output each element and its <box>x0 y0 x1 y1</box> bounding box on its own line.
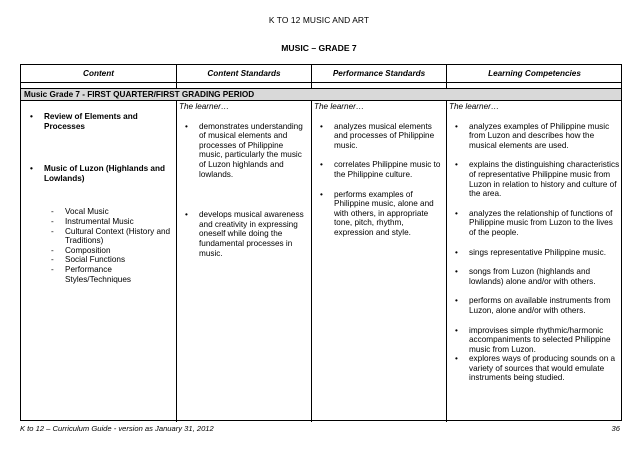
learning-competency-item: • analyzes examples of Philippine music from Luzon and describes how the musical elements are used. <box>448 122 620 151</box>
header-rule <box>21 82 621 83</box>
document-header: K TO 12 MUSIC AND ART <box>268 15 370 25</box>
learning-competency-item: • improvises simple rhythmic/harmonic accompaniments to selected Philippine music from Luzon. <box>448 326 620 355</box>
content-topic: • Music of Luzon (Highlands and Lowlands) <box>23 164 173 183</box>
column-header-content-standards: Content Standards <box>207 69 281 78</box>
content-subtopic: - Cultural Context (History and Traditions) <box>51 227 173 246</box>
col-divider-2 <box>311 100 312 422</box>
column-header-performance-standards: Performance Standards <box>332 69 426 78</box>
learning-competency-item: • sings representative Philippine music. <box>448 248 620 258</box>
content-subtopic: - Instrumental Music <box>51 217 173 227</box>
content-topic: • Review of Elements and Processes <box>23 112 173 131</box>
page-number: 36 <box>611 424 620 433</box>
learning-competency-item: • explains the distinguishing characteristics of representative Philippine music from Luzon in relation to history and culture of the area. <box>448 160 620 198</box>
content-subtopic: - Social Functions <box>51 255 173 265</box>
learning-competency-item: • songs from Luzon (highlands and lowlands) alone and/or with others. <box>448 267 620 286</box>
content-cell <box>23 112 173 284</box>
learning-competencies-lead: The learner… <box>449 102 500 111</box>
col-divider-1 <box>176 100 177 422</box>
content-standard-item: • develops musical awareness and creativity in expressing oneself while doing the fundamental processes in music. <box>178 210 309 258</box>
performance-standards-cell <box>313 102 444 238</box>
column-header-learning-competencies: Learning Competencies <box>488 69 581 78</box>
content-subtopic: - Vocal Music <box>51 207 173 217</box>
learning-competency-item: • explores ways of producing sounds on a variety of sources that would emulate instruments being studied. <box>448 354 620 383</box>
footer-version: K to 12 – Curriculum Guide - version as January 31, 2012 <box>20 424 214 433</box>
curriculum-table <box>20 64 622 421</box>
document-title: MUSIC – GRADE 7 <box>281 43 357 53</box>
content-standard-item: • demonstrates understanding of musical elements and processes of Philippine music, particularly the music of Luzon highlands and lowlands. <box>178 122 309 180</box>
performance-standard-item: • correlates Philippine music to the Philippine culture. <box>313 160 444 179</box>
performance-standard-item: • analyzes musical elements and processes of Philippine music. <box>313 122 444 151</box>
content-standards-cell <box>178 102 309 258</box>
learning-competencies-cell <box>448 102 620 383</box>
section-label: Music Grade 7 - FIRST QUARTER/FIRST GRADING PERIOD <box>24 90 255 99</box>
learning-competency-item: • analyzes the relationship of functions of Philippine music from Luzon to the lives of the people. <box>448 209 620 238</box>
performance-standard-item: • performs examples of Philippine music, alone and with others, in appropriate tone, pitch, rhythm, expression and style. <box>313 190 444 238</box>
column-header-content: Content <box>83 69 114 78</box>
content-standards-lead: The learner… <box>179 102 230 111</box>
performance-standards-lead: The learner… <box>314 102 365 111</box>
content-subtopic: - Performance Styles/Techniques <box>51 265 173 284</box>
col-divider-3 <box>446 100 447 422</box>
section-rule <box>21 100 621 101</box>
content-subtopic: - Composition <box>51 246 173 256</box>
learning-competency-item: • performs on available instruments from Luzon, alone and/or with others. <box>448 296 620 315</box>
